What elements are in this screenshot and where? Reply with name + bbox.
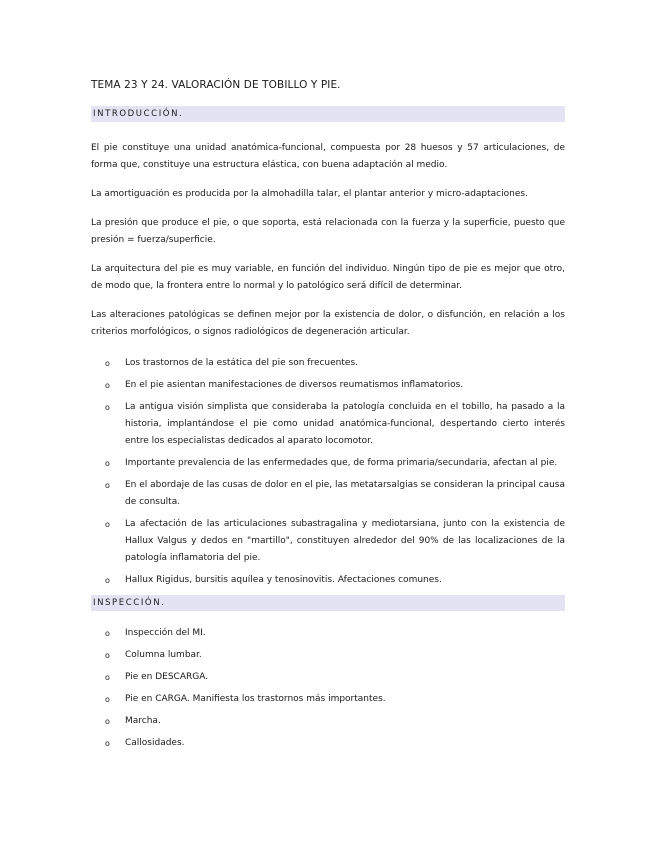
bullet-icon: o — [105, 739, 110, 748]
list-item-text: Marcha. — [125, 716, 161, 726]
bullet-icon: o — [105, 695, 110, 704]
section-header-introduccion: INTRODUCCIÓN. — [91, 106, 565, 122]
bullet-icon: o — [105, 520, 110, 529]
bullet-icon: o — [105, 381, 110, 390]
list-item-text: La afectación de las articulaciones subastragalina y mediotarsiana, junto con la existencia de Hallux Valgus y dedos en "martillo", constituyen alrededor del 90% de las localizaciones de la patología inflamatoria del pie. — [125, 519, 565, 563]
paragraph: La amortiguación es producida por la almohadilla talar, el plantar anterior y micro-adaptaciones. — [91, 189, 528, 199]
bullet-icon: o — [105, 481, 110, 490]
list-item — [91, 713, 565, 730]
list-item-text: Hallux Rigidus, bursitis aquílea y tenosinovitis. Afectaciones comunes. — [125, 575, 442, 585]
document-page — [91, 72, 565, 757]
list-item-text: Callosidades. — [125, 738, 185, 748]
bullet-list-inspeccion — [91, 625, 565, 752]
bullet-icon: o — [105, 403, 110, 412]
list-item-text: Pie en DESCARGA. — [125, 672, 209, 682]
paragraph: El pie constituye una unidad anatómica-funcional, compuesta por 28 huesos y 57 articulaciones, de forma que, constituye una estructura elástica, con buena adaptación al medio. — [91, 143, 565, 170]
list-item-text: La antigua visión simplista que consideraba la patología concluida en el tobillo, ha pasado a la historia, implantándose el pie como unidad anatómica-funcional, despertando cierto interés entre los especialistas dedicados al aparato locomotor. — [125, 402, 565, 446]
bullet-list-introduccion — [91, 355, 565, 589]
list-item-text: En el abordaje de las cusas de dolor en el pie, las metatarsalgias se consideran la principal causa de consulta. — [125, 480, 566, 507]
bullet-icon: o — [105, 629, 110, 638]
list-item-text: En el pie asientan manifestaciones de diversos reumatismos inflamatorios. — [125, 380, 464, 390]
paragraph: La presión que produce el pie, o que soporta, está relacionada con la fuerza y la superficie, puesto que presión = fuerza/superficie. — [91, 218, 565, 245]
list-item — [91, 355, 565, 372]
list-item — [91, 625, 565, 642]
list-item — [91, 647, 565, 664]
list-item-text: Columna lumbar. — [125, 650, 202, 660]
list-item — [91, 455, 565, 472]
list-item-text: Inspección del MI. — [125, 628, 206, 638]
list-item — [91, 516, 565, 567]
list-item-text: Importante prevalencia de las enfermedades que, de forma primaria/secundaria, afectan al pie. — [125, 458, 558, 468]
bullet-icon: o — [105, 459, 110, 468]
list-item — [91, 572, 565, 589]
list-item-text: Los trastornos de la estática del pie son frecuentes. — [125, 358, 358, 368]
bullet-icon: o — [105, 673, 110, 682]
list-item — [91, 669, 565, 686]
list-item — [91, 399, 565, 450]
document-title: TEMA 23 Y 24. VALORACIÓN DE TOBILLO Y PIE. — [91, 79, 341, 91]
bullet-icon: o — [105, 576, 110, 585]
list-item — [91, 477, 565, 511]
section-header-inspeccion: INSPECCIÓN. — [91, 595, 565, 611]
bullet-icon: o — [105, 717, 110, 726]
bullet-icon: o — [105, 359, 110, 368]
list-item — [91, 691, 565, 708]
list-item — [91, 377, 565, 394]
bullet-icon: o — [105, 651, 110, 660]
paragraph: Las alteraciones patológicas se definen mejor por la existencia de dolor, o disfunción, en relación a los criterios morfológicos, o signos radiológicos de degeneración articular. — [91, 310, 565, 337]
paragraph: La arquitectura del pie es muy variable, en función del individuo. Ningún tipo de pie es mejor que otro, de modo que, la frontera entre lo normal y lo patológico será difícil de determinar. — [91, 264, 565, 291]
list-item-text: Pie en CARGA. Manifiesta los trastornos más importantes. — [125, 694, 386, 704]
list-item — [91, 735, 565, 752]
